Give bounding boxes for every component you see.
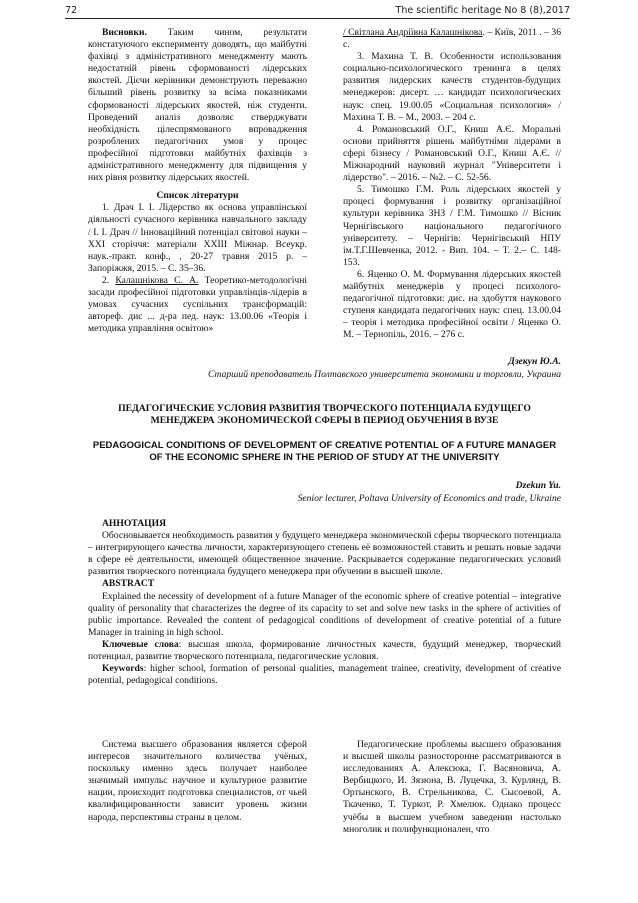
author-position-en: Senior lecturer, Poltava University of Economics and trade, Ukraine [297, 493, 561, 504]
abstract-block [88, 518, 561, 687]
reference-2-text: Теоретико-методологічні засади професійної підготовки управлінців-лідерів в умовах сучасних суспільних трансформацій: автореф. дис ... д-ра пед. наук: 13.00.06 «Теорія і методика управління освітою» [88, 274, 307, 335]
abstract-en-heading: ABSTRACT [102, 578, 155, 590]
reference-4: 4. Романовський О.Г., Книш А.Є. Моральні основи прийняття рішень майбутніми лідерами в сфері бізнесу / Романовський О.Г., Книш А.Є. // Міжнародний науковий журнал "Університети і лідерство". – 2016. – №2. – С. 52-56. [343, 123, 561, 184]
keywords-ru [88, 639, 561, 663]
article-body-right-column [343, 739, 561, 836]
author-block-en [88, 479, 561, 505]
keywords-ru-text: : высшая школа, формирование личностных качеств, будущий менеджер, творческий потенциал, развитие творческого потенциала, педагогические условия. [88, 638, 561, 663]
conclusion-text: Таким чином, результати констатуючого експерименту доводять, що майбутні фахівці з адміністративного менеджменту мають недостатній рівень сформованості лідерських якостей. Дієчи керівники демонструють переважно більший рівень розвитку за всіма показниками сформованості лідерських якостей, ніж студенти. Проведений аналіз дозволяє стверджувати необхідність цілеспрямованого впровадження розроблених педагогічних умов у процес професійної підготовки майбутніх фахівців з адміністративного менеджменту для підвищення у них рівня розвитку лідерських якостей. [88, 27, 307, 184]
abstract-en-text: Explained the necessity of development of a future Manager of the economic sphere of creative potential – integrative quality of personality that characterizes the degree of its capacity to set and solve new tasks in the sphere of activities of public importance. Revealed the content of pedagogical conditions of development of creative potential of a future Manager in training in high school. [88, 590, 561, 638]
abstract-ru-heading: АННОТАЦИЯ [102, 518, 167, 529]
body-paragraph-2: Педагогические проблемы высшего образования и высшей школы разносторонне рассматриваются в исследованиях А. Алексюка, Г. Васяновича, А. Вербицкого, И. Зязюна, В. Луцечка, З. Курлянд, В. Ортынского, В. Стрельникова, С. Сысоевой, А. Ткаченко, Т. Туркот, Р. Хмелюк. Однако процесс учёбы в высшем учебном заведении настолько многолик и полифункционален, что [343, 739, 561, 835]
keywords-en-text: : higher school, formation of personal qualities, management trainee, creativity, development of creative potential, pedagogical conditions. [88, 663, 561, 687]
reference-2-end-text: . – Київ, 2011 . – 36 с. [343, 27, 561, 51]
article-body-left-column [88, 739, 307, 824]
body-paragraph-1: Система высшего образования является сферой интересов значительного количества учёных, поскольку именно здесь получает наиболее значимый импульс научное и культурное развитие нации, происходит подготовка специалистов, от чьей квалифицированности зависит уровень жизни народа, перспективы страны в целом. [88, 739, 307, 823]
author-position-ru: Старший преподаватель Полтавского университета экономики и торговли, Украина [207, 368, 561, 380]
article-title-en: PEDAGOGICAL CONDITIONS OF DEVELOPMENT OF CREATIVE POTENTIAL OF A FUTURE MANAGER OF THE ECONOMIC SPHERE IN THE PERIOD OF STUDY AT THE UNIVERSITY [92, 440, 557, 464]
author-name-en: Dzekun Yu. [515, 480, 561, 491]
keywords-en-label: Keywords [102, 663, 144, 675]
abstract-ru-text: Обосновывается необходимость развития у будущего менеджера экономической сферы творческого потенциала – интегрирующего качества личности, характеризующего степень её возможностей ставить и решать новые задачи в сфере её деятельности, имеющей общественное значение. Раскрывается содержание педагогических условий развития творческого потенциала будущего менеджера при обучении в высшей школе. [88, 530, 561, 578]
references-heading: Список літератури [156, 190, 239, 202]
reference-2 [88, 275, 307, 335]
reference-3: 3. Махина Т. В. Особенности использования социально-психологического тренинга в целях развития лидерских качеств студентов-будущих менеджеров: дисерт. … кандидат психологических наук: спец. 19.00.05 «Социальная психология» / Махина Т. В. – М., 2003. – 204 с. [343, 51, 561, 123]
reference-6: 6. Яценко О. М. Формування лідерських якостей майбутніх менеджерів у процесі психолого-педагогічної підготовки: дис. на здобуття наукового ступеня кандидата педагогічних наук: спец. 13.00.04 – теорія і методика професійної освіти / Яценко О. М. – Тернопіль, 2016. – 276 с. [343, 268, 561, 341]
reference-5: 5. Тимошко Г.М. Роль лідерських якостей у процесі формування і розвитку організаційної культури керівника ЗНЗ / Г.М. Тимошко // Вісник Чернігівського національного педагогічного університету. – Чернігів: Чернігівський НПУ ім.Т.Г.Шевченка, 2012. - Вип. 104. – Т. 2.– С. 148-153. [343, 184, 561, 268]
reference-2-continuation [343, 27, 561, 51]
keywords-ru-label: Ключевые слова [102, 638, 179, 650]
article-title-ru: ПЕДАГОГИЧЕСКИЕ УСЛОВИЯ РАЗВИТИЯ ТВОРЧЕСКОГО ПОТЕНЦИАЛА БУДУЩЕГО МЕНЕДЖЕРА ЭКОНОМИЧЕСКОЙ СФЕРЫ В ПЕРИОД ОБУЧЕНИЯ В ВУЗЕ [118, 403, 531, 427]
author-block-ru [88, 356, 561, 381]
reference-2-author: Калашнікова С. А. [115, 274, 199, 286]
reference-2-end-author: / Світлана Андріївна Калашнікова [343, 27, 483, 38]
conclusion-label: Висновки. [102, 27, 147, 38]
journal-title: The scientific heritage No 8 (8),2017 [395, 5, 570, 16]
reference-2-number: 2. [102, 274, 110, 286]
prev-article-right-column [343, 27, 561, 341]
conclusion-paragraph [88, 27, 307, 184]
reference-1: 1. Драч І. І. Лідерство як основа управлінської діяльності сучасного керівника навчального закладу / І. І. Драч // Інноваційний потенціал світової науки – XXI сторіччя: матеріали XXIII Міжнар. Всеукр. наук.-практ. конф., , 20-27 травня 2015 р. – Запоріжжя, 2015. – С. 35–36. [88, 202, 307, 274]
keywords-en [88, 663, 561, 687]
header-divider [65, 18, 570, 19]
page-number: 72 [65, 5, 78, 16]
author-name-ru: Дзекун Ю.А. [508, 356, 561, 367]
prev-article-left-column [88, 27, 307, 335]
